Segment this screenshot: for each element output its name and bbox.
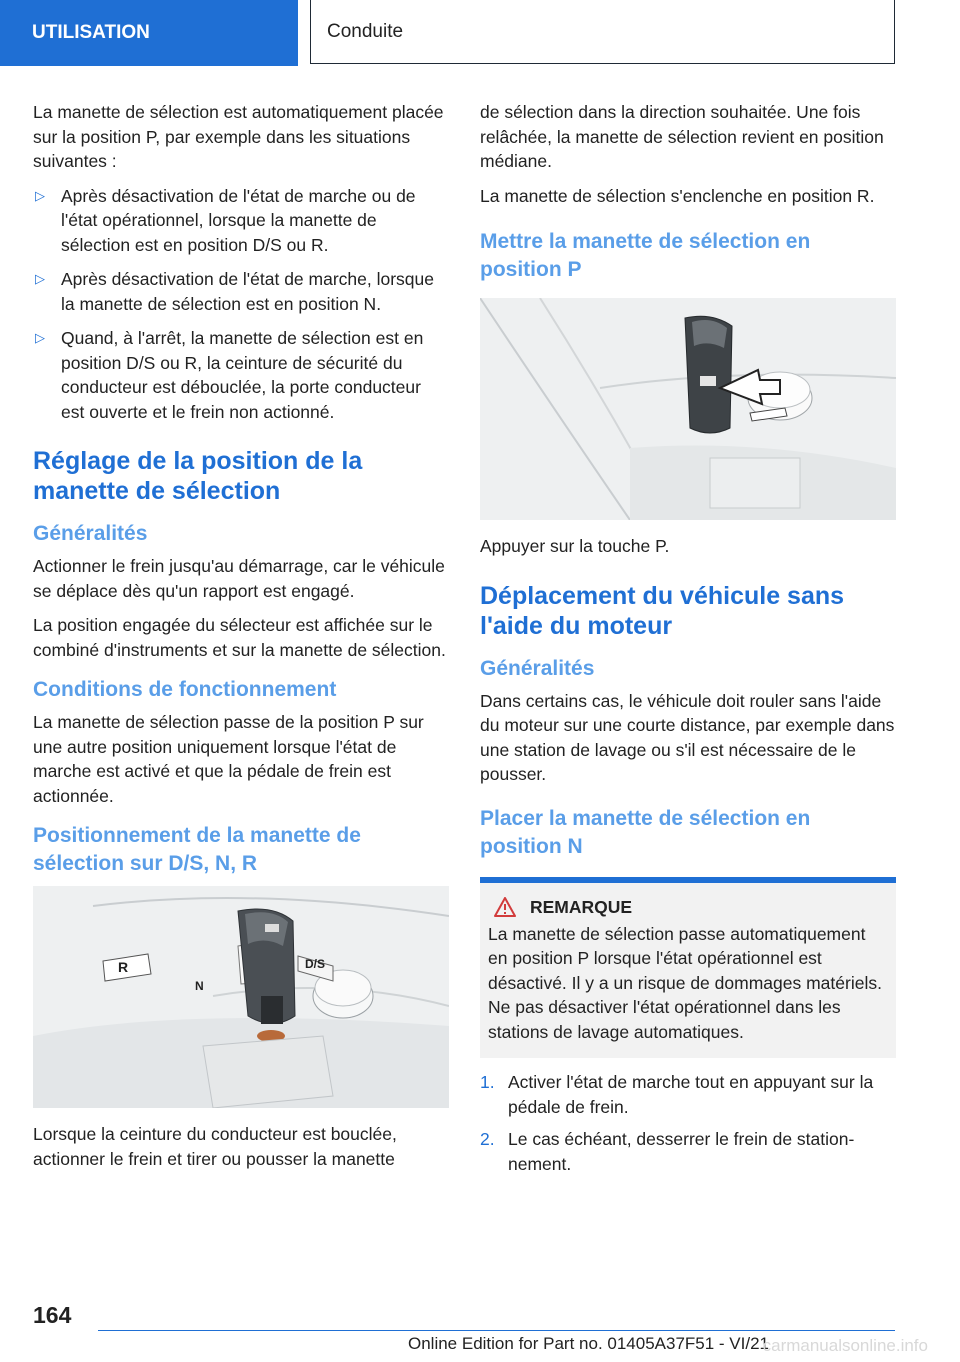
section-heading: Déplacement du véhicule sans l'aide du moteur	[480, 581, 845, 640]
left-column	[33, 100, 449, 1181]
right-column	[480, 100, 896, 1184]
gear-selector-illustration	[33, 886, 449, 1108]
intro-paragraph: La manette de sélection est automatiquement placée sur la position P, par exemple dans les situations suivantes :	[33, 102, 444, 171]
warning-triangle-icon	[494, 897, 516, 917]
park-button-figure	[480, 298, 896, 520]
footer-divider	[98, 1330, 895, 1331]
step-number: 1.	[480, 1072, 495, 1092]
park-button-illustration	[480, 298, 896, 520]
paragraph: de sélection dans la direction souhaitée. Une fois relâchée, la manette de sélection revient en position médiane.	[480, 102, 884, 171]
figure-caption: Appuyer sur la touche P.	[480, 536, 670, 556]
list-item: ▷ Quand, à l'arrêt, la manette de sélection est en position D/S ou R, la ceinture de sécurité du conducteur est débouclée, la porte conducteur est ouverte et le frein non actionné.	[35, 328, 424, 422]
chapter-label: Conduite	[327, 20, 404, 42]
chapter-header	[310, 0, 895, 64]
paragraph: La manette de sélection passe de la position P sur une autre position uniquement lorsque l'état de marche est activé et que la pédale de frein est actionnée.	[33, 712, 424, 806]
notice-title: REMARQUE	[488, 897, 888, 918]
paragraph: Actionner le frein jusqu'au démarrage, car le véhicule se déplace dès qu'un rapport est engagé.	[33, 556, 445, 601]
footer-edition: Online Edition for Part no. 01405A37F51 - VI/21	[408, 1334, 770, 1353]
notice-box	[480, 877, 896, 1059]
paragraph: La manette de sélection s'enclenche en position R.	[480, 185, 875, 206]
watermark: carmanualsonline.info	[762, 1336, 928, 1355]
section-tab	[0, 0, 298, 66]
subsection-heading: Positionnement de la manette de sélection sur D/S, N, R	[33, 824, 361, 875]
subsection-heading: Mettre la manette de sélection en position P	[480, 230, 811, 281]
page-number: 164	[33, 1302, 72, 1328]
subsection-heading: Généralités	[33, 522, 148, 545]
notice-text: La manette de sélection passe automatiquement en position P lorsque l'état opérationnel est désactivé. Il y a un risque de dommages matériels. Ne pas désactiver l'état opérationnel dans les stations de lavage automatiques.	[488, 923, 882, 1042]
step-list	[480, 1070, 896, 1176]
list-item: 1. Activer l'état de marche tout en appuyant sur la pédale de frein.	[480, 1072, 874, 1117]
step-number: 2.	[480, 1129, 495, 1149]
subsection-heading: Généralités	[480, 656, 595, 680]
gear-selector-figure	[33, 886, 449, 1108]
figure-caption: Lorsque la ceinture du conducteur est bouclée, actionner le frein et tirer ou pousser la manette	[33, 1124, 397, 1169]
figure-label-n: N	[195, 979, 204, 993]
list-item: 2. Le cas échéant, desserrer le frein de stationnement.	[480, 1129, 855, 1174]
list-item: ▷ Après désactivation de l'état de marche, lorsque la manette de sélection est en position N.	[35, 269, 434, 314]
subsection-heading: Conditions de fonctionnement	[33, 678, 337, 701]
paragraph: La position engagée du sélecteur est affichée sur le combiné d'instruments et sur la manette de sélection.	[33, 615, 446, 660]
paragraph: Dans certains cas, le véhicule doit rouler sans l'aide du moteur sur une courte distance, par exemple dans une station de lavage ou s'il est nécessaire de le pousser.	[480, 690, 895, 784]
triangle-bullet-icon: ▷	[35, 271, 45, 286]
list-item: ▷ Après désactivation de l'état de marche ou de l'état opérationnel, lorsque la manette de sélection est en position D/S ou R.	[35, 185, 416, 255]
section-heading: Réglage de la position de la manette de sélection	[33, 447, 363, 505]
figure-label-ds: D/S	[305, 957, 326, 971]
section-label: UTILISATION	[32, 22, 150, 43]
condition-list	[33, 184, 449, 425]
triangle-bullet-icon: ▷	[35, 187, 45, 203]
triangle-bullet-icon: ▷	[35, 330, 45, 345]
subsection-heading: Placer la manette de sélection en position N	[480, 806, 811, 858]
figure-label-r: R	[118, 959, 129, 975]
